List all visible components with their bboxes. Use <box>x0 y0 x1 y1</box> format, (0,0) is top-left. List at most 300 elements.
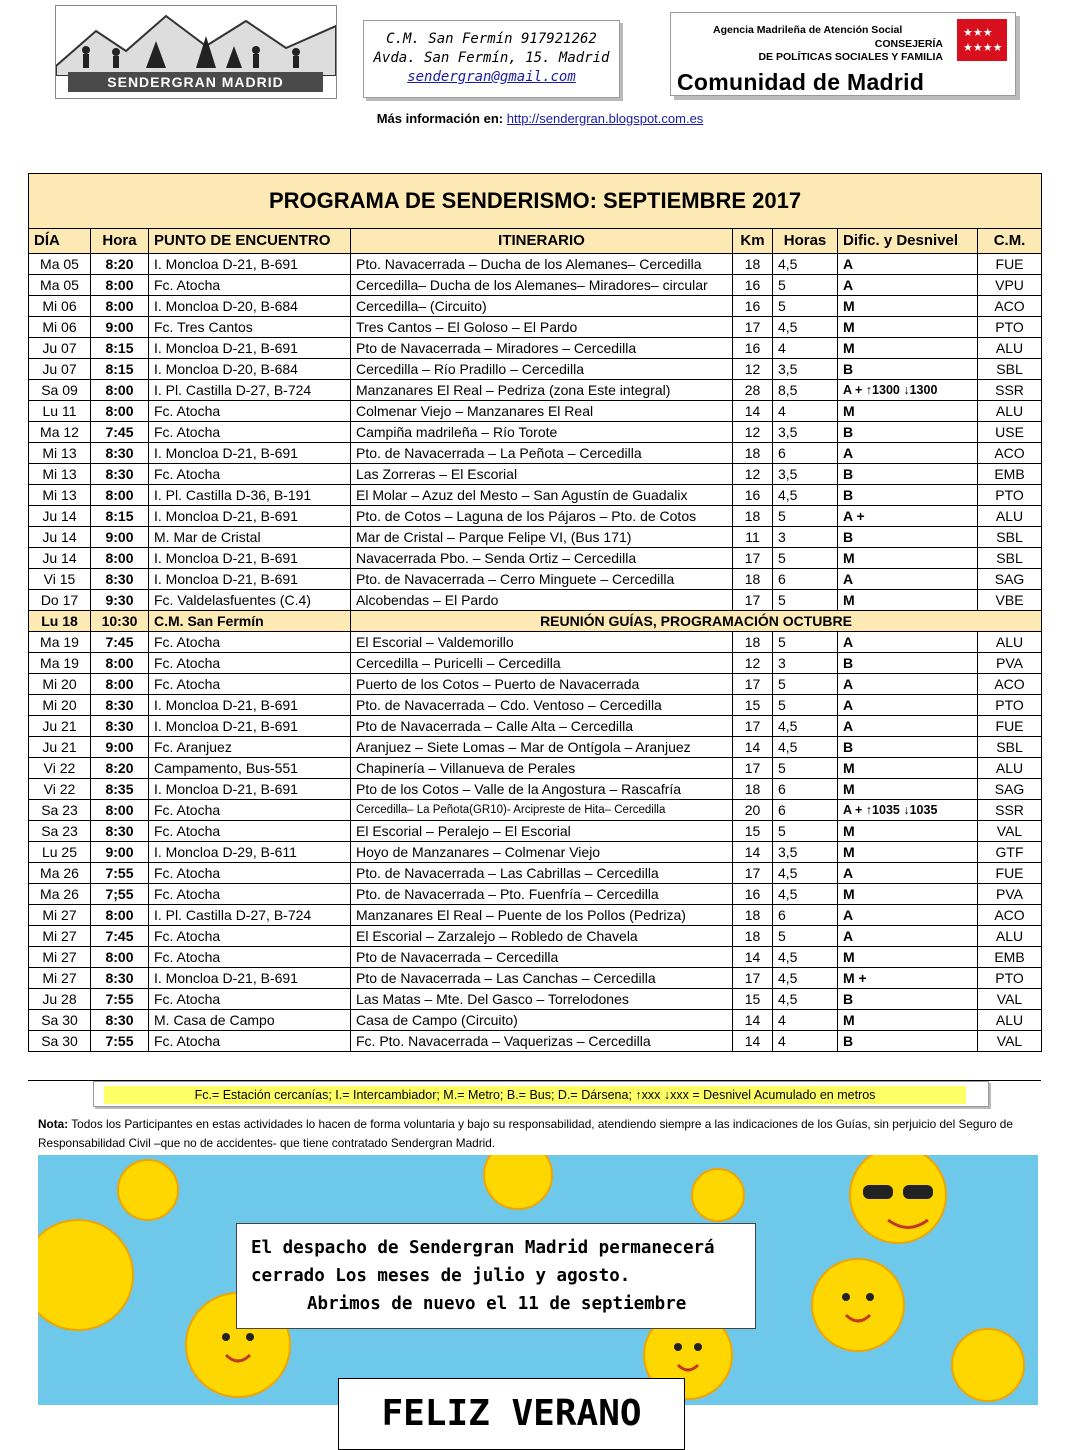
table-cell: 18 <box>733 779 773 800</box>
table-cell: 8:30 <box>91 1010 149 1031</box>
table-cell: M <box>838 590 978 611</box>
table-row <box>29 632 1042 653</box>
table-cell: Lu 25 <box>29 842 91 863</box>
table-cell: ALU <box>978 401 1042 422</box>
table-cell: Pto. de Navacerrada – Cdo. Ventoso – Cercedilla <box>351 695 733 716</box>
table-cell: M <box>838 884 978 905</box>
table-cell: A <box>838 632 978 653</box>
table-cell: A <box>838 863 978 884</box>
meeting-place: C.M. San Fermín <box>149 611 351 632</box>
table-row <box>29 254 1042 275</box>
column-header: Hora <box>91 229 149 254</box>
table-cell: ACO <box>978 296 1042 317</box>
table-cell: Ma 26 <box>29 863 91 884</box>
contact-box <box>363 20 620 98</box>
table-cell: Ju 07 <box>29 338 91 359</box>
table-cell: 9:30 <box>91 590 149 611</box>
table-cell: 14 <box>733 842 773 863</box>
table-row <box>29 1031 1042 1052</box>
table-cell: El Molar – Azuz del Mesto – San Agustín de Guadalix <box>351 485 733 506</box>
table-cell: 7:55 <box>91 989 149 1010</box>
table-cell: 6 <box>773 905 838 926</box>
table-cell: I. Moncloa D-20, B-684 <box>149 296 351 317</box>
table-cell: A <box>838 905 978 926</box>
table-cell: ALU <box>978 758 1042 779</box>
table-cell: Sa 23 <box>29 800 91 821</box>
table-cell: Fc. Atocha <box>149 863 351 884</box>
table-cell: 4 <box>773 401 838 422</box>
table-cell: 17 <box>733 590 773 611</box>
table-cell: I. Moncloa D-21, B-691 <box>149 779 351 800</box>
table-cell: A <box>838 674 978 695</box>
table-cell: FUE <box>978 716 1042 737</box>
sendergran-logo <box>55 5 337 99</box>
table-row <box>29 443 1042 464</box>
table-cell: Fc. Atocha <box>149 653 351 674</box>
table-cell: 16 <box>733 884 773 905</box>
table-cell: Ma 05 <box>29 254 91 275</box>
table-cell: ACO <box>978 443 1042 464</box>
table-cell: Pto de los Cotos – Valle de la Angostura – Rascafría <box>351 779 733 800</box>
column-header: Horas <box>773 229 838 254</box>
table-cell: 8,5 <box>773 380 838 401</box>
table-cell: Ju 14 <box>29 548 91 569</box>
table-cell: 17 <box>733 716 773 737</box>
table-cell: 5 <box>773 758 838 779</box>
table-cell: Cercedilla– (Circuito) <box>351 296 733 317</box>
table-cell: Mi 06 <box>29 296 91 317</box>
table-cell: VAL <box>978 1031 1042 1052</box>
table-cell: A <box>838 695 978 716</box>
table-cell: Sa 23 <box>29 821 91 842</box>
table-cell: ALU <box>978 338 1042 359</box>
table-cell: SSR <box>978 800 1042 821</box>
table-cell: M <box>838 758 978 779</box>
agency-name: Agencia Madrileña de Atención Social <box>713 24 903 36</box>
table-row <box>29 842 1042 863</box>
table-cell: 16 <box>733 296 773 317</box>
contact-line-2: Avda. San Fermín, 15. Madrid <box>373 50 610 66</box>
table-cell: 14 <box>733 401 773 422</box>
table-cell: Lu 11 <box>29 401 91 422</box>
table-cell: PTO <box>978 968 1042 989</box>
table-cell: PTO <box>978 485 1042 506</box>
table-cell: Fc. Atocha <box>149 275 351 296</box>
table-cell: M. Casa de Campo <box>149 1010 351 1031</box>
table-cell: 18 <box>733 905 773 926</box>
table-cell: M <box>838 842 978 863</box>
table-cell: SBL <box>978 359 1042 380</box>
table-cell: ALU <box>978 506 1042 527</box>
notice-line-2: cerrado Los meses de julio y agosto. <box>251 1266 631 1286</box>
table-cell: Mi 27 <box>29 968 91 989</box>
nota-text: Todos los Participantes en estas actividades lo hacen de forma voluntaria y bajo su responsabilidad, atendiendo siempre a las indicaciones de los Guías, sin perjuicio del Seguro de Responsabilidad Civil –que no de accidentes- que tiene contratado Sendergran Madrid. <box>38 1117 1013 1150</box>
table-row <box>29 1010 1042 1031</box>
table-cell: 8:30 <box>91 716 149 737</box>
table-cell: Vi 22 <box>29 779 91 800</box>
table-cell: Mi 13 <box>29 485 91 506</box>
feliz-verano-banner: FELIZ VERANO <box>338 1378 685 1450</box>
table-cell: 14 <box>733 1010 773 1031</box>
table-cell: 5 <box>773 548 838 569</box>
legend-box <box>93 1081 989 1107</box>
table-cell: 4,5 <box>773 254 838 275</box>
table-cell: 8:30 <box>91 443 149 464</box>
table-cell: 8:30 <box>91 821 149 842</box>
table-cell: M <box>838 317 978 338</box>
table-cell: ALU <box>978 1010 1042 1031</box>
table-cell: Ju 14 <box>29 506 91 527</box>
table-cell: SBL <box>978 737 1042 758</box>
table-cell: B <box>838 989 978 1010</box>
table-cell: 9:00 <box>91 527 149 548</box>
table-cell: I. Moncloa D-21, B-691 <box>149 254 351 275</box>
table-cell: Fc. Pto. Navacerrada – Vaquerizas – Cercedilla <box>351 1031 733 1052</box>
table-cell: FUE <box>978 863 1042 884</box>
table-cell: Fc. Tres Cantos <box>149 317 351 338</box>
table-row <box>29 422 1042 443</box>
table-cell: M <box>838 1010 978 1031</box>
table-cell: B <box>838 464 978 485</box>
table-cell: 17 <box>733 968 773 989</box>
table-cell: 3,5 <box>773 464 838 485</box>
table-cell: 18 <box>733 443 773 464</box>
table-cell: VAL <box>978 821 1042 842</box>
table-cell: 17 <box>733 317 773 338</box>
table-cell: Alcobendas – El Pardo <box>351 590 733 611</box>
svg-text:★★★★: ★★★★ <box>963 41 1003 54</box>
table-cell: B <box>838 359 978 380</box>
table-cell: Fc. Atocha <box>149 632 351 653</box>
table-cell: El Escorial – Valdemorillo <box>351 632 733 653</box>
table-cell: Do 17 <box>29 590 91 611</box>
table-cell: 8:00 <box>91 905 149 926</box>
table-cell: Ma 19 <box>29 632 91 653</box>
table-cell: 28 <box>733 380 773 401</box>
table-cell: M <box>838 548 978 569</box>
table-cell: B <box>838 653 978 674</box>
table-cell: Cercedilla– Ducha de los Alemanes– Miradores– circular <box>351 275 733 296</box>
table-cell: 5 <box>773 275 838 296</box>
table-cell: I. Pl. Castilla D-27, B-724 <box>149 905 351 926</box>
table-cell: 18 <box>733 506 773 527</box>
table-cell: I. Moncloa D-21, B-691 <box>149 695 351 716</box>
table-cell: Sa 09 <box>29 380 91 401</box>
table-cell: Pto. Navacerrada – Ducha de los Alemanes– Cercedilla <box>351 254 733 275</box>
table-cell: 9:00 <box>91 842 149 863</box>
more-info <box>0 111 1080 126</box>
table-cell: 9:00 <box>91 317 149 338</box>
table-row <box>29 968 1042 989</box>
contact-line-1: C.M. San Fermín 917921262 <box>386 31 597 47</box>
table-cell: 16 <box>733 338 773 359</box>
table-cell: Cercedilla– La Peñota(GR10)- Arcipreste de Hita– Cercedilla <box>351 800 733 821</box>
table-cell: El Escorial – Zarzalejo – Robledo de Chavela <box>351 926 733 947</box>
column-header: Dific. y Desnivel <box>838 229 978 254</box>
consejeria-line-1: CONSEJERÍA <box>874 38 943 50</box>
table-cell: 7:45 <box>91 926 149 947</box>
table-cell: 15 <box>733 695 773 716</box>
table-cell: M <box>838 401 978 422</box>
table-cell: 4,5 <box>773 716 838 737</box>
table-cell: 4,5 <box>773 317 838 338</box>
table-cell: SAG <box>978 779 1042 800</box>
table-cell: A <box>838 926 978 947</box>
table-cell: Ju 28 <box>29 989 91 1010</box>
table-cell: VBE <box>978 590 1042 611</box>
table-cell: A + <box>838 506 978 527</box>
table-cell: 18 <box>733 254 773 275</box>
table-cell: VPU <box>978 275 1042 296</box>
table-cell: 7;55 <box>91 884 149 905</box>
table-cell: SBL <box>978 548 1042 569</box>
table-cell: 8:00 <box>91 548 149 569</box>
table-cell: A <box>838 716 978 737</box>
svg-text:★★★: ★★★ <box>963 26 993 39</box>
table-cell: 18 <box>733 926 773 947</box>
table-row <box>29 317 1042 338</box>
table-cell: 3,5 <box>773 422 838 443</box>
table-cell: 3 <box>773 527 838 548</box>
table-cell: Fc. Atocha <box>149 422 351 443</box>
table-cell: Pto. de Navacerrada – Las Cabrillas – Cercedilla <box>351 863 733 884</box>
table-cell: B <box>838 527 978 548</box>
table-cell: 8:00 <box>91 800 149 821</box>
table-cell: El Escorial – Peralejo – El Escorial <box>351 821 733 842</box>
table-cell: 18 <box>733 569 773 590</box>
table-cell: 8:20 <box>91 758 149 779</box>
table-cell: GTF <box>978 842 1042 863</box>
table-cell: I. Moncloa D-21, B-691 <box>149 716 351 737</box>
table-cell: 15 <box>733 989 773 1010</box>
table-cell: Pto de Navacerrada – Calle Alta – Cercedilla <box>351 716 733 737</box>
table-row <box>29 863 1042 884</box>
table-cell: 8:00 <box>91 380 149 401</box>
table-row <box>29 275 1042 296</box>
more-info-label: Más información en: <box>376 111 504 126</box>
table-cell: Manzanares El Real – Pedriza (zona Este integral) <box>351 380 733 401</box>
table-cell: Mi 27 <box>29 926 91 947</box>
table-row <box>29 716 1042 737</box>
table-cell: 14 <box>733 737 773 758</box>
table-cell: Mi 13 <box>29 443 91 464</box>
table-cell: SBL <box>978 527 1042 548</box>
table-cell: A <box>838 254 978 275</box>
table-cell: Ju 07 <box>29 359 91 380</box>
table-cell: A <box>838 569 978 590</box>
table-cell: 16 <box>733 275 773 296</box>
table-cell: 6 <box>773 779 838 800</box>
table-cell: 17 <box>733 758 773 779</box>
column-header: ITINERARIO <box>351 229 733 254</box>
table-cell: 8:30 <box>91 569 149 590</box>
table-cell: 11 <box>733 527 773 548</box>
table-cell: Aranjuez – Siete Lomas – Mar de Ontígola – Aranjuez <box>351 737 733 758</box>
table-cell: ACO <box>978 905 1042 926</box>
legend-text: Fc.= Estación cercanías; I.= Intercambiador; M.= Metro; B.= Bus; D.= Dársena; ↑xxx ↓xxx = Desnivel Acumulado en metros <box>104 1086 966 1104</box>
table-cell: Mi 27 <box>29 947 91 968</box>
table-cell: 5 <box>773 821 838 842</box>
office-closed-notice <box>236 1223 756 1329</box>
table-cell: Cercedilla – Puricelli – Cercedilla <box>351 653 733 674</box>
table-row <box>29 800 1042 821</box>
table-cell: PVA <box>978 653 1042 674</box>
table-row <box>29 590 1042 611</box>
table-cell: 17 <box>733 674 773 695</box>
table-cell: 14 <box>733 1031 773 1052</box>
table-cell: I. Moncloa D-21, B-691 <box>149 968 351 989</box>
table-row <box>29 296 1042 317</box>
table-cell: Fc. Atocha <box>149 947 351 968</box>
table-cell: Campamento, Bus-551 <box>149 758 351 779</box>
table-cell: 17 <box>733 863 773 884</box>
table-cell: I. Moncloa D-21, B-691 <box>149 569 351 590</box>
table-cell: B <box>838 737 978 758</box>
contact-email-link[interactable]: sendergran@gmail.com <box>407 69 576 85</box>
table-cell: M <box>838 947 978 968</box>
table-cell: PTO <box>978 317 1042 338</box>
table-cell: I. Pl. Castilla D-36, B-191 <box>149 485 351 506</box>
table-cell: Fc. Atocha <box>149 884 351 905</box>
table-cell: Mi 27 <box>29 905 91 926</box>
meeting-time: 10:30 <box>91 611 149 632</box>
table-cell: 5 <box>773 632 838 653</box>
table-cell: I. Moncloa D-21, B-691 <box>149 506 351 527</box>
table-cell: M <box>838 821 978 842</box>
table-cell: Vi 15 <box>29 569 91 590</box>
table-cell: Fc. Atocha <box>149 1031 351 1052</box>
table-cell: 7:55 <box>91 863 149 884</box>
table-cell: 7:45 <box>91 632 149 653</box>
table-cell: Navacerrada Pbo. – Senda Ortiz – Cercedilla <box>351 548 733 569</box>
table-cell: Ma 19 <box>29 653 91 674</box>
table-cell: 8:30 <box>91 968 149 989</box>
table-row <box>29 338 1042 359</box>
table-cell: 6 <box>773 569 838 590</box>
table-cell: I. Moncloa D-21, B-691 <box>149 338 351 359</box>
table-cell: Ma 05 <box>29 275 91 296</box>
table-cell: 4 <box>773 1031 838 1052</box>
comunidad-madrid-logo <box>670 12 1016 96</box>
table-cell: Fc. Atocha <box>149 674 351 695</box>
table-cell: Ju 21 <box>29 737 91 758</box>
nota-label: Nota: <box>38 1117 69 1131</box>
table-cell: 15 <box>733 821 773 842</box>
table-row <box>29 695 1042 716</box>
table-cell: I. Moncloa D-29, B-611 <box>149 842 351 863</box>
table-cell: Cercedilla – Río Pradillo – Cercedilla <box>351 359 733 380</box>
table-row <box>29 758 1042 779</box>
meeting-row <box>29 611 1042 632</box>
table-cell: I. Moncloa D-21, B-691 <box>149 548 351 569</box>
logo-text: SENDERGRAN MADRID <box>68 72 323 92</box>
table-cell: Ma 26 <box>29 884 91 905</box>
table-cell: ACO <box>978 674 1042 695</box>
table-cell: Casa de Campo (Circuito) <box>351 1010 733 1031</box>
table-cell: Mi 20 <box>29 674 91 695</box>
table-cell: 4,5 <box>773 737 838 758</box>
table-cell: Pto de Navacerrada – Las Canchas – Cercedilla <box>351 968 733 989</box>
table-cell: Puerto de los Cotos – Puerto de Navacerrada <box>351 674 733 695</box>
table-cell: Campiña madrileña – Río Torote <box>351 422 733 443</box>
meeting-text: REUNIÓN GUÍAS, PROGRAMACIÓN OCTUBRE <box>351 611 1042 632</box>
table-cell: Pto de Navacerrada – Miradores – Cercedilla <box>351 338 733 359</box>
table-row <box>29 884 1042 905</box>
column-header: DÍA <box>29 229 91 254</box>
table-row <box>29 464 1042 485</box>
table-cell: Fc. Atocha <box>149 821 351 842</box>
table-cell: FUE <box>978 254 1042 275</box>
table-cell: 3,5 <box>773 842 838 863</box>
table-cell: Fc. Atocha <box>149 464 351 485</box>
table-cell: 4,5 <box>773 863 838 884</box>
table-cell: SAG <box>978 569 1042 590</box>
blog-link[interactable]: http://sendergran.blogspot.com.es <box>506 111 704 126</box>
table-cell: 9:00 <box>91 737 149 758</box>
table-cell: 12 <box>733 653 773 674</box>
table-cell: 5 <box>773 926 838 947</box>
table-row <box>29 527 1042 548</box>
table-cell: 17 <box>733 548 773 569</box>
disclaimer-note <box>38 1115 1038 1153</box>
table-cell: EMB <box>978 947 1042 968</box>
table-cell: Sa 30 <box>29 1031 91 1052</box>
table-cell: Pto. de Navacerrada – Cerro Minguete – Cercedilla <box>351 569 733 590</box>
table-cell: 8:00 <box>91 947 149 968</box>
table-cell: Pto. de Navacerrada – Pto. Fuenfría – Cercedilla <box>351 884 733 905</box>
table-cell: 8:15 <box>91 338 149 359</box>
table-cell: 5 <box>773 590 838 611</box>
table-row <box>29 653 1042 674</box>
table-row <box>29 947 1042 968</box>
table-cell: M <box>838 296 978 317</box>
table-cell: Sa 30 <box>29 1010 91 1031</box>
table-cell: Fc. Atocha <box>149 401 351 422</box>
table-cell: 8:30 <box>91 695 149 716</box>
table-cell: Fc. Atocha <box>149 989 351 1010</box>
table-cell: Chapinería – Villanueva de Perales <box>351 758 733 779</box>
table-row <box>29 779 1042 800</box>
mountains-hikers-icon <box>56 6 336 76</box>
table-cell: 5 <box>773 674 838 695</box>
table-cell: 14 <box>733 947 773 968</box>
table-cell: 12 <box>733 422 773 443</box>
table-cell: 20 <box>733 800 773 821</box>
table-cell: 6 <box>773 800 838 821</box>
table-cell: 4 <box>773 338 838 359</box>
table-cell: Mar de Cristal – Parque Felipe VI, (Bus 171) <box>351 527 733 548</box>
table-cell: B <box>838 422 978 443</box>
table-cell: 8:00 <box>91 653 149 674</box>
meeting-day: Lu 18 <box>29 611 91 632</box>
table-cell: 8:15 <box>91 506 149 527</box>
table-cell: Fc. Atocha <box>149 800 351 821</box>
table-cell: M <box>838 779 978 800</box>
table-cell: EMB <box>978 464 1042 485</box>
table-cell: I. Moncloa D-21, B-691 <box>149 443 351 464</box>
table-cell: 4 <box>773 1010 838 1031</box>
table-cell: 8:00 <box>91 275 149 296</box>
table-cell: M + <box>838 968 978 989</box>
table-cell: 8:15 <box>91 359 149 380</box>
table-cell: 3,5 <box>773 359 838 380</box>
community-name: Comunidad de Madrid <box>677 69 925 95</box>
table-cell: PVA <box>978 884 1042 905</box>
table-cell: Ma 12 <box>29 422 91 443</box>
table-row <box>29 926 1042 947</box>
table-cell: SSR <box>978 380 1042 401</box>
table-cell: 5 <box>773 296 838 317</box>
